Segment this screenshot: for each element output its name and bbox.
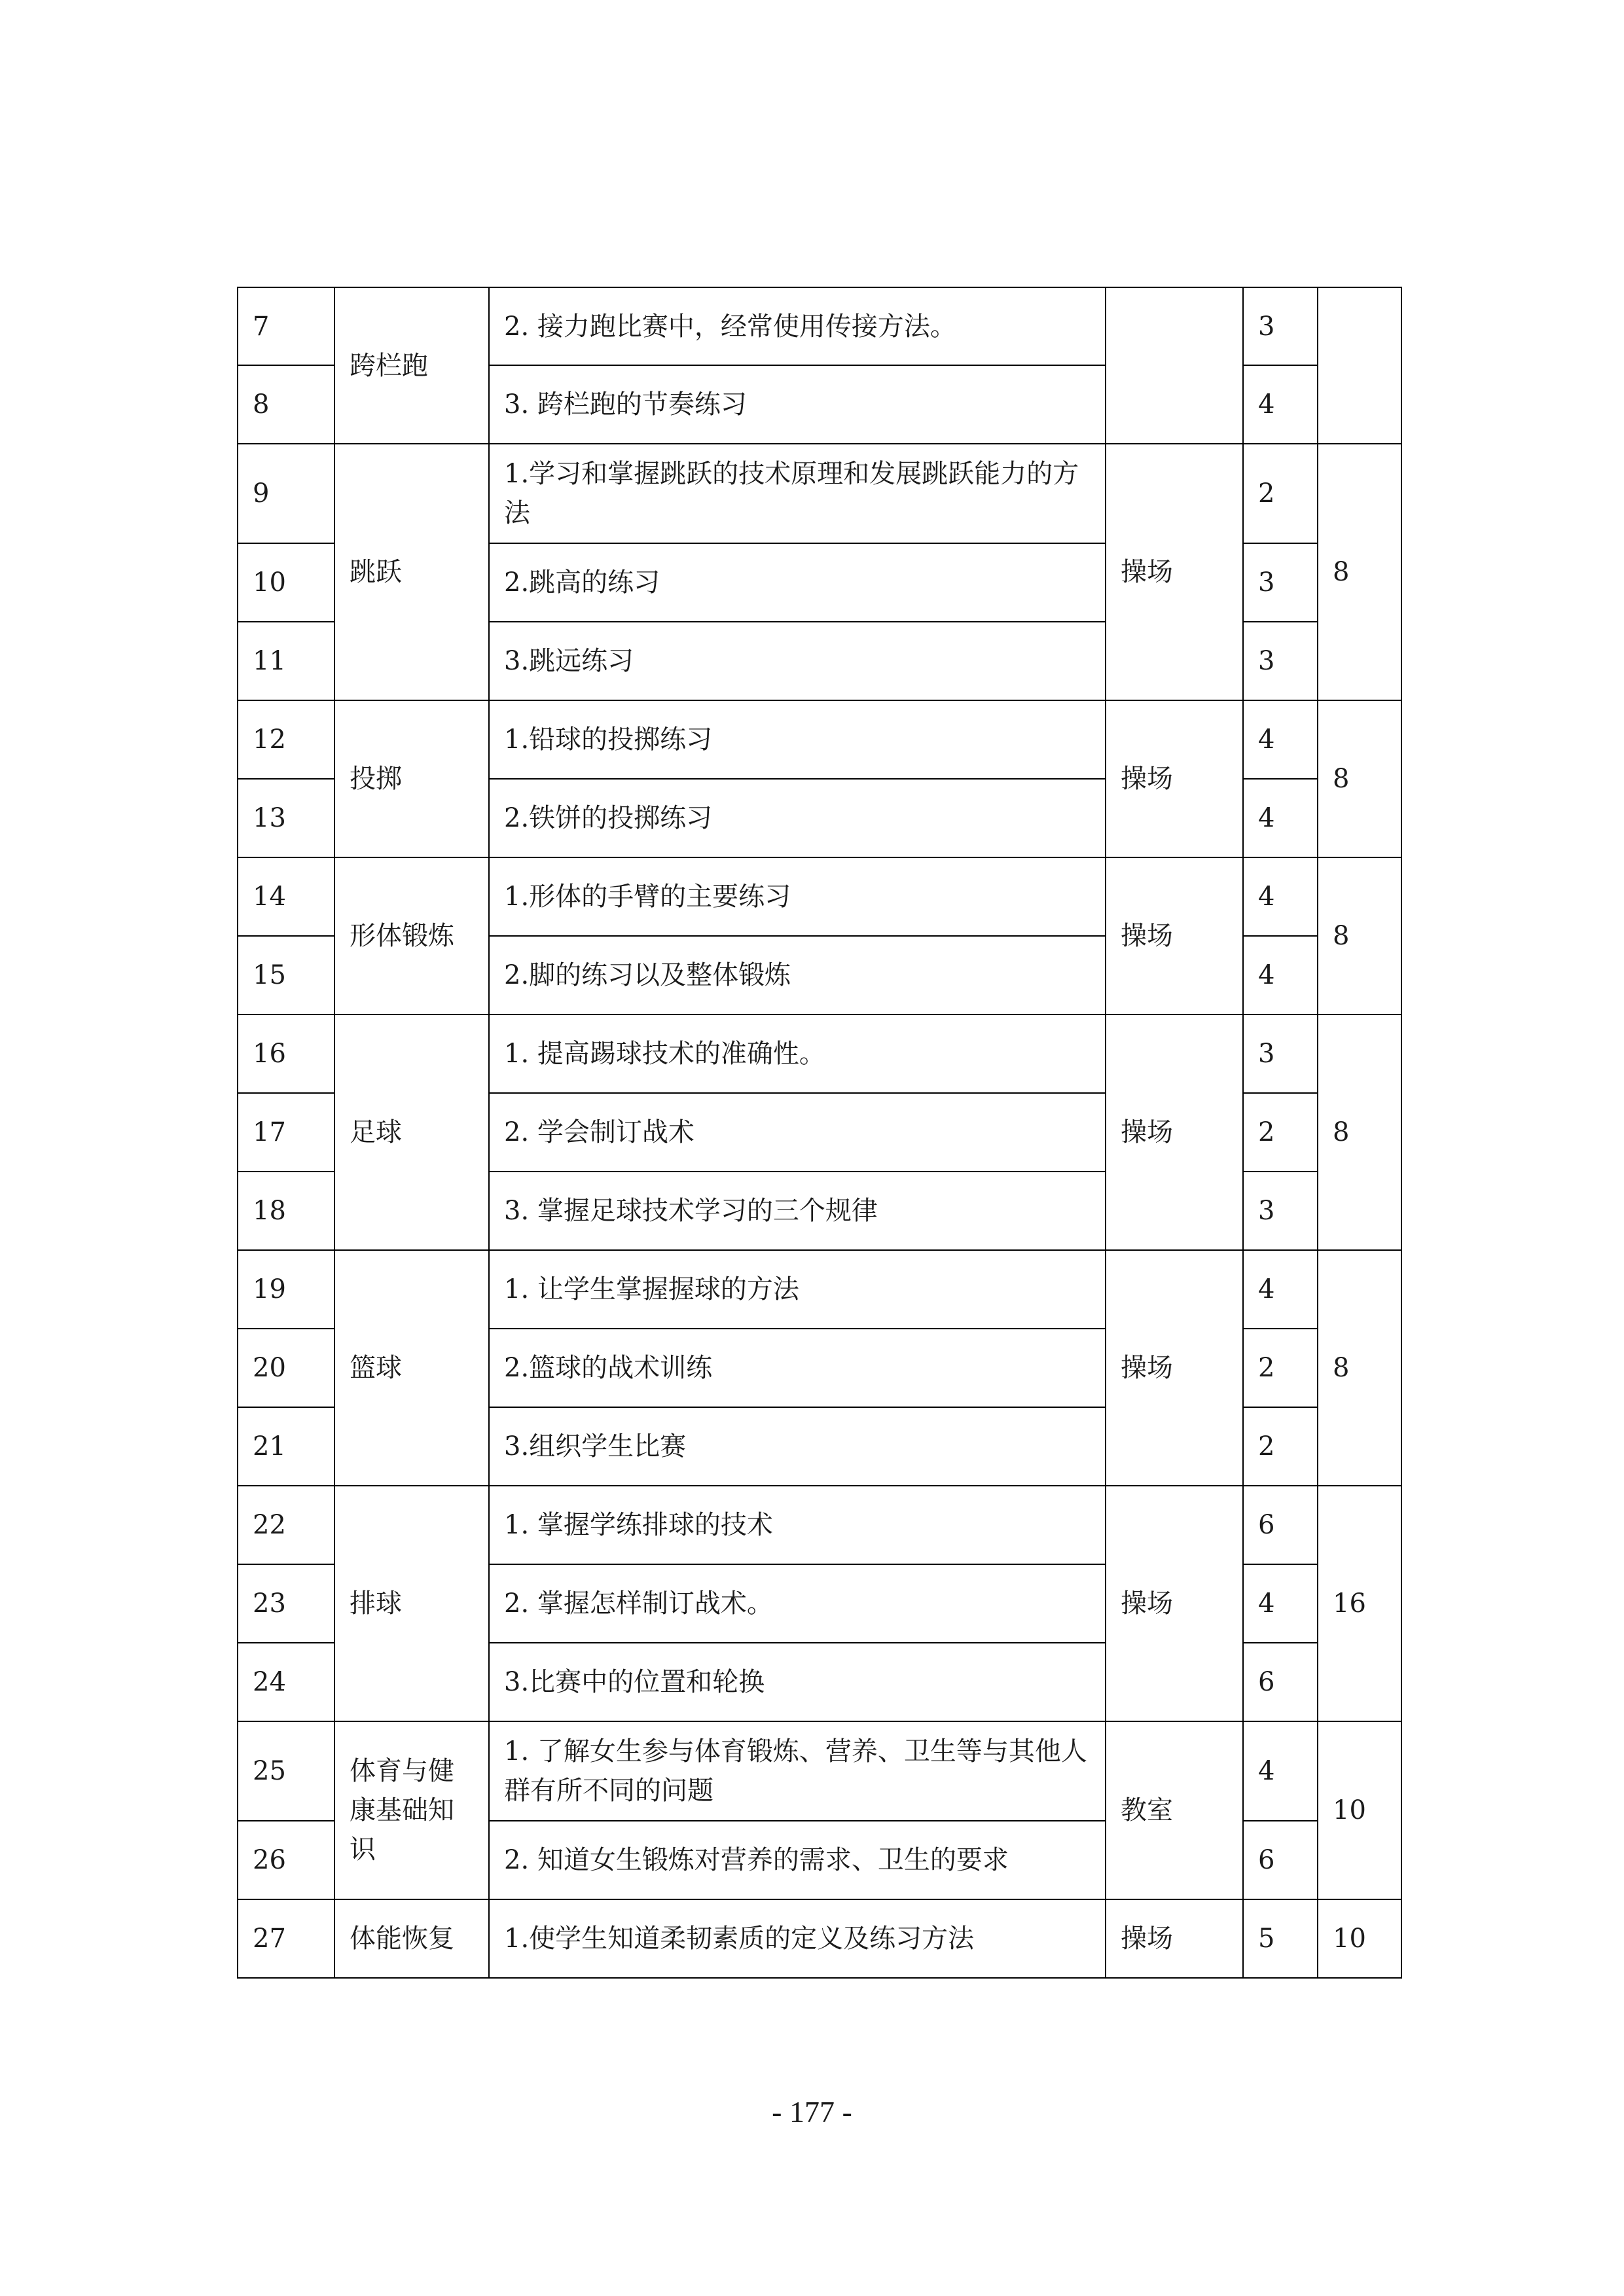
total-hours-cell: 8	[1318, 1250, 1401, 1486]
total-hours-cell: 8	[1318, 444, 1401, 700]
place-cell: 操场	[1106, 1014, 1243, 1250]
place-cell: 操场	[1106, 857, 1243, 1014]
content-cell: 3.跳远练习	[489, 622, 1106, 700]
hours-cell: 6	[1243, 1821, 1318, 1899]
lesson-number: 25	[238, 1721, 334, 1821]
total-hours-cell: 10	[1318, 1721, 1401, 1899]
hours-cell: 3	[1243, 1172, 1318, 1250]
hours-cell: 3	[1243, 1014, 1318, 1093]
content-cell: 1. 让学生掌握握球的方法	[489, 1250, 1106, 1329]
place-cell: 操场	[1106, 700, 1243, 857]
topic-cell: 体育与健康基础知识	[334, 1721, 489, 1899]
lesson-number: 15	[238, 936, 334, 1014]
content-cell: 1. 提高踢球技术的准确性。	[489, 1014, 1106, 1093]
hours-cell: 4	[1243, 936, 1318, 1014]
place-cell: 教室	[1106, 1721, 1243, 1899]
lesson-number: 8	[238, 365, 334, 444]
total-hours-cell: 8	[1318, 857, 1401, 1014]
place-cell: 操场	[1106, 1486, 1243, 1721]
topic-cell: 跳跃	[334, 444, 489, 700]
hours-cell: 3	[1243, 622, 1318, 700]
table-row	[238, 1899, 1401, 1978]
place-cell: 操场	[1106, 444, 1243, 700]
lesson-number: 20	[238, 1329, 334, 1407]
lesson-number: 24	[238, 1643, 334, 1721]
table-row	[238, 1014, 1401, 1093]
place-cell: 操场	[1106, 1250, 1243, 1486]
table-row	[238, 1250, 1401, 1329]
total-hours-cell: 16	[1318, 1486, 1401, 1721]
table-row	[238, 1486, 1401, 1564]
content-cell: 2. 接力跑比赛中，经常使用传接方法。	[489, 287, 1106, 365]
lesson-number: 11	[238, 622, 334, 700]
content-cell: 3.比赛中的位置和轮换	[489, 1643, 1106, 1721]
hours-cell: 3	[1243, 287, 1318, 365]
topic-cell: 投掷	[334, 700, 489, 857]
hours-cell: 2	[1243, 1407, 1318, 1486]
content-cell: 3. 跨栏跑的节奏练习	[489, 365, 1106, 444]
table-row	[238, 444, 1401, 543]
content-cell: 2. 掌握怎样制订战术。	[489, 1564, 1106, 1643]
topic-cell: 体能恢复	[334, 1899, 489, 1978]
lesson-number: 21	[238, 1407, 334, 1486]
lesson-number: 16	[238, 1014, 334, 1093]
lesson-number: 12	[238, 700, 334, 779]
lesson-number: 18	[238, 1172, 334, 1250]
place-cell: 操场	[1106, 1899, 1243, 1978]
content-cell: 1.形体的手臂的主要练习	[489, 857, 1106, 936]
hours-cell: 2	[1243, 1093, 1318, 1172]
lesson-number: 14	[238, 857, 334, 936]
topic-cell: 跨栏跑	[334, 287, 489, 444]
table-row	[238, 857, 1401, 936]
lesson-number: 23	[238, 1564, 334, 1643]
lesson-number: 26	[238, 1821, 334, 1899]
topic-cell: 篮球	[334, 1250, 489, 1486]
content-cell: 2. 学会制订战术	[489, 1093, 1106, 1172]
content-cell: 2.跳高的练习	[489, 543, 1106, 622]
hours-cell: 4	[1243, 1250, 1318, 1329]
table-row	[238, 287, 1401, 365]
lesson-number: 13	[238, 779, 334, 857]
table-row	[238, 1721, 1401, 1821]
hours-cell: 4	[1243, 1721, 1318, 1821]
content-cell: 2.篮球的战术训练	[489, 1329, 1106, 1407]
content-cell: 3. 掌握足球技术学习的三个规律	[489, 1172, 1106, 1250]
content-cell: 1.铅球的投掷练习	[489, 700, 1106, 779]
page-number: - 177 -	[772, 2095, 852, 2128]
lesson-number: 27	[238, 1899, 334, 1978]
topic-cell: 形体锻炼	[334, 857, 489, 1014]
table-row	[238, 700, 1401, 779]
hours-cell: 4	[1243, 1564, 1318, 1643]
hours-cell: 3	[1243, 543, 1318, 622]
total-hours-cell: 8	[1318, 1014, 1401, 1250]
content-cell: 2.铁饼的投掷练习	[489, 779, 1106, 857]
content-cell: 1.学习和掌握跳跃的技术原理和发展跳跃能力的方法	[489, 444, 1106, 543]
topic-cell: 足球	[334, 1014, 489, 1250]
content-cell: 1. 了解女生参与体育锻炼、营养、卫生等与其他人群有所不同的问题	[489, 1721, 1106, 1821]
hours-cell: 4	[1243, 700, 1318, 779]
total-hours-cell: 10	[1318, 1899, 1401, 1978]
lesson-number: 10	[238, 543, 334, 622]
lesson-number: 22	[238, 1486, 334, 1564]
hours-cell: 6	[1243, 1486, 1318, 1564]
lesson-number: 7	[238, 287, 334, 365]
course-schedule-table	[237, 287, 1402, 1979]
topic-cell: 排球	[334, 1486, 489, 1721]
hours-cell: 4	[1243, 365, 1318, 444]
hours-cell: 4	[1243, 857, 1318, 936]
lesson-number: 9	[238, 444, 334, 543]
content-cell: 1.使学生知道柔韧素质的定义及练习方法	[489, 1899, 1106, 1978]
total-hours-cell: 8	[1318, 700, 1401, 857]
hours-cell: 5	[1243, 1899, 1318, 1978]
content-cell: 2.脚的练习以及整体锻炼	[489, 936, 1106, 1014]
content-cell: 2. 知道女生锻炼对营养的需求、卫生的要求	[489, 1821, 1106, 1899]
place-cell	[1106, 287, 1243, 444]
hours-cell: 2	[1243, 444, 1318, 543]
hours-cell: 2	[1243, 1329, 1318, 1407]
lesson-number: 19	[238, 1250, 334, 1329]
hours-cell: 4	[1243, 779, 1318, 857]
content-cell: 1. 掌握学练排球的技术	[489, 1486, 1106, 1564]
hours-cell: 6	[1243, 1643, 1318, 1721]
lesson-number: 17	[238, 1093, 334, 1172]
total-hours-cell	[1318, 287, 1401, 444]
content-cell: 3.组织学生比赛	[489, 1407, 1106, 1486]
